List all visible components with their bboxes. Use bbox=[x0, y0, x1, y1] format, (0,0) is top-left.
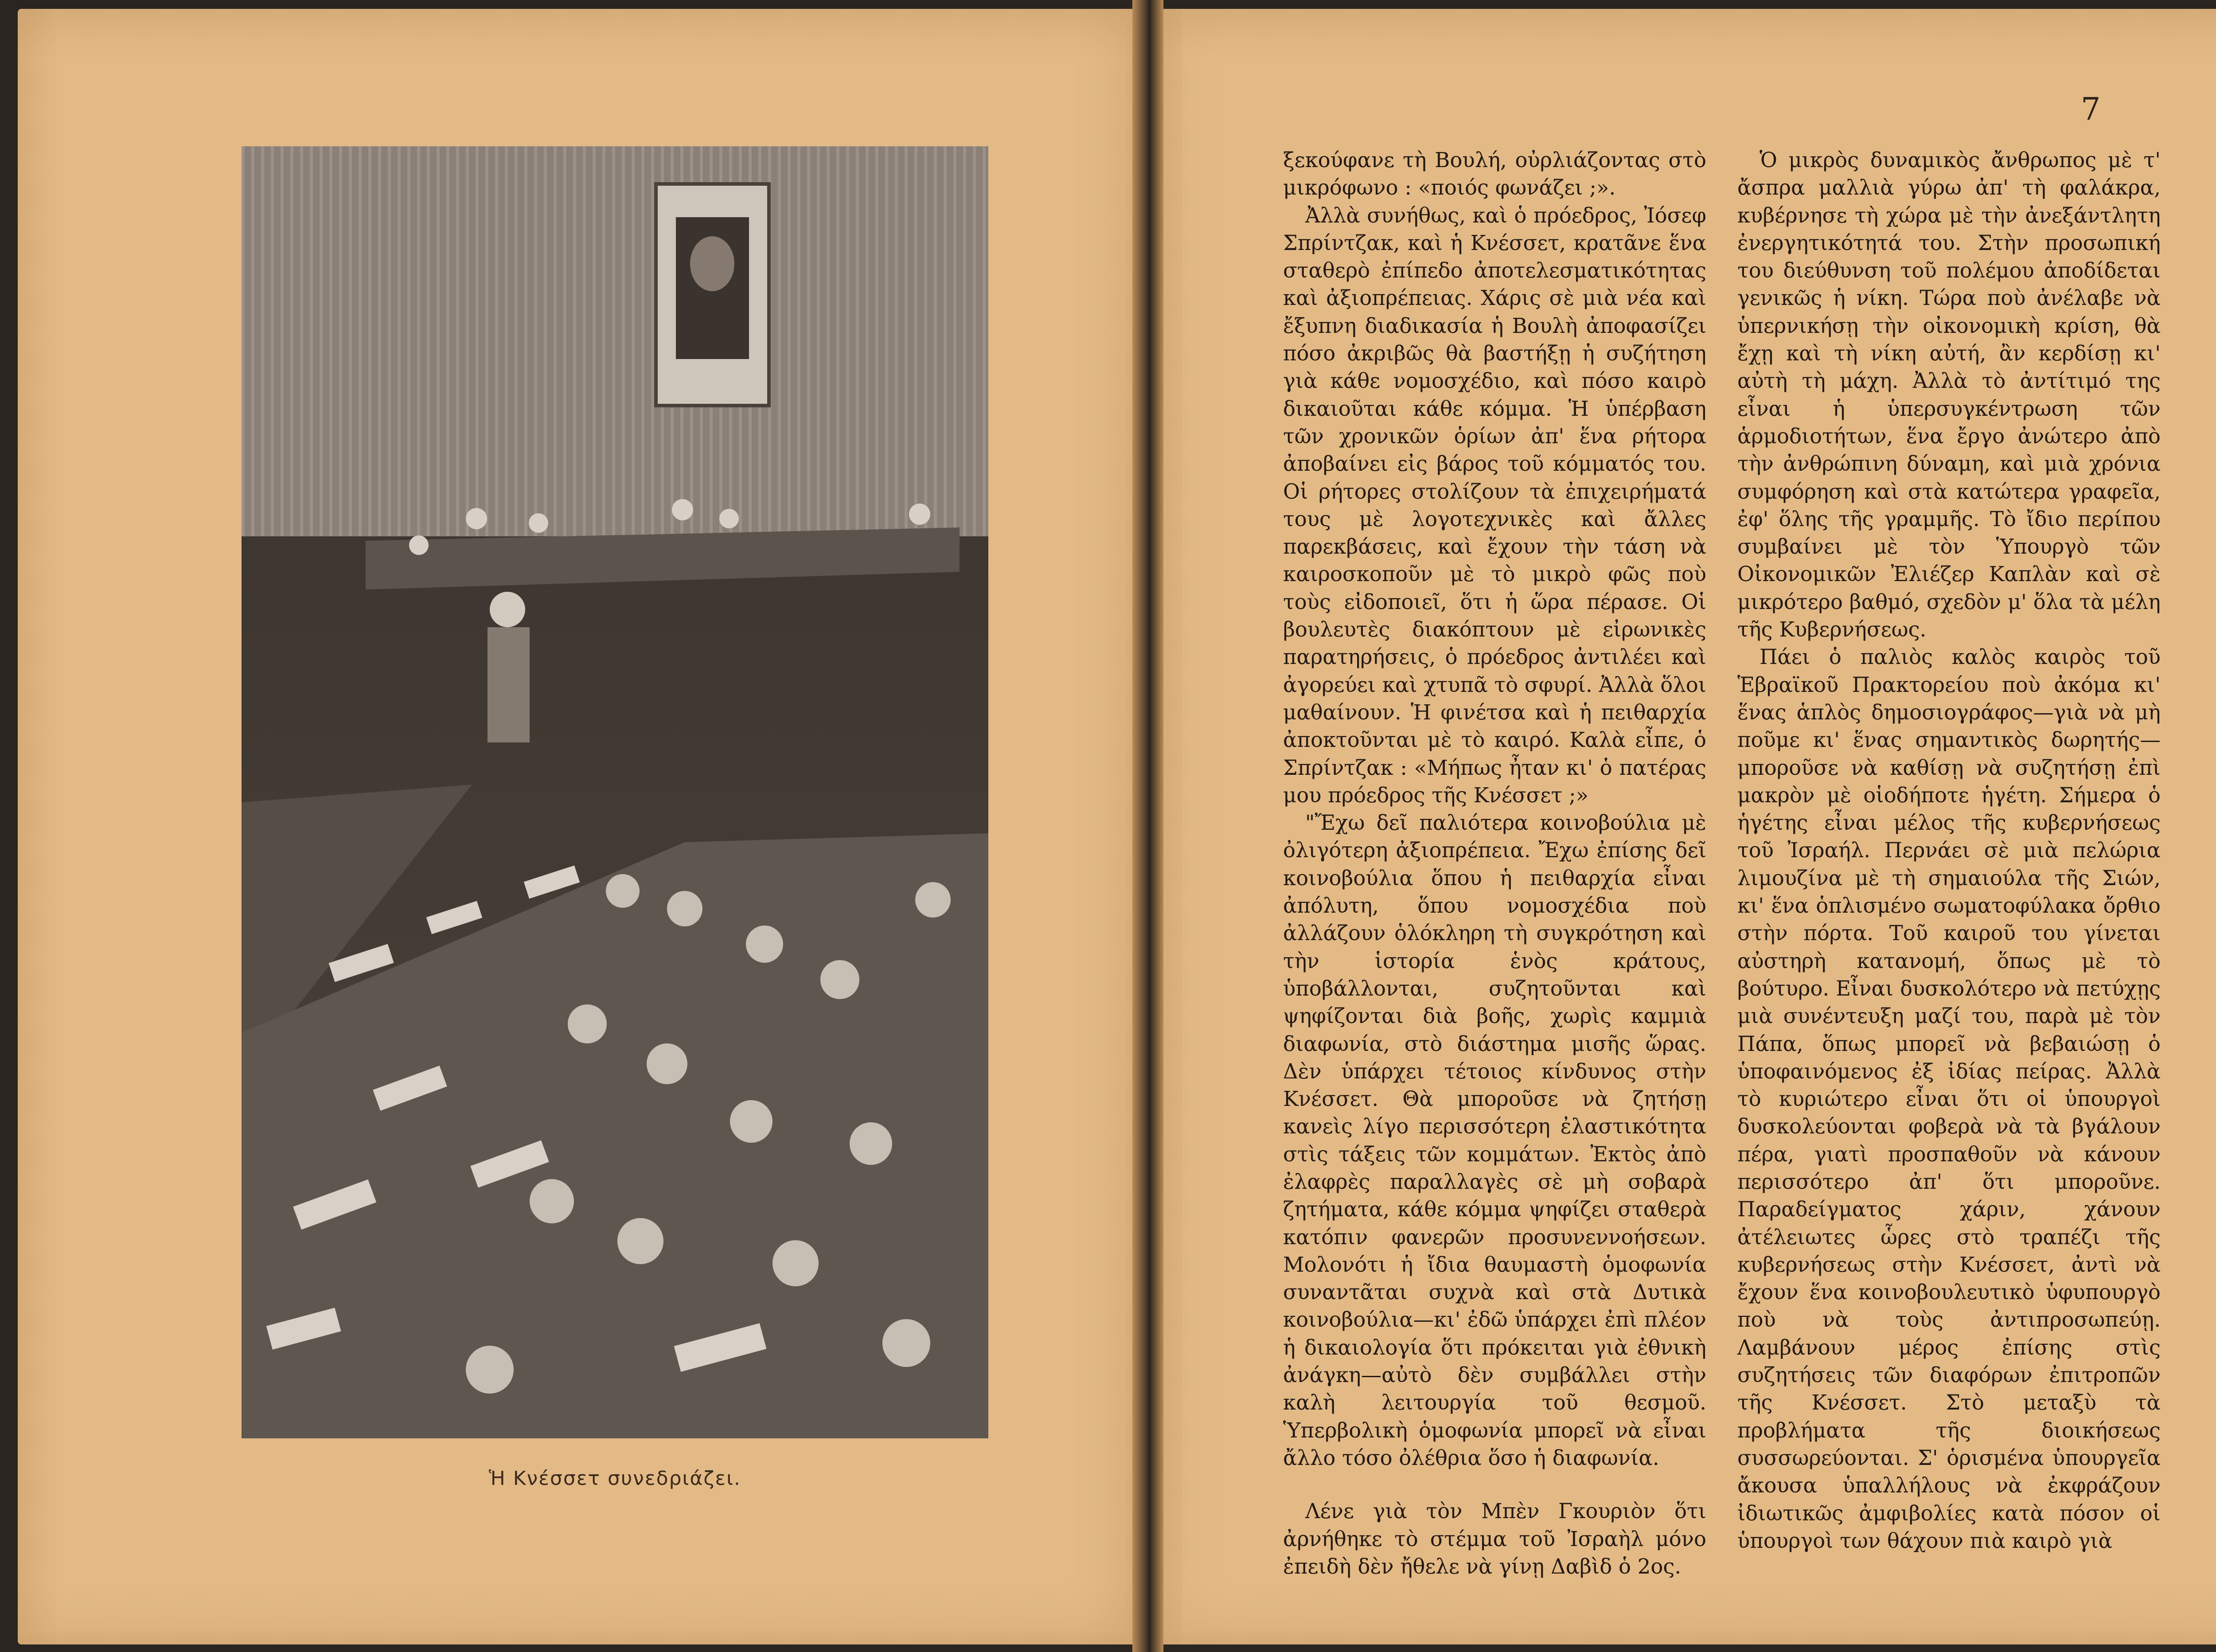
photo-illustration bbox=[242, 146, 988, 1438]
page-number: 7 bbox=[2081, 91, 2101, 127]
paragraph: Λένε γιὰ τὸν Μπὲν Γκουριὸν ὅτι ἀρνήθηκε τὸ στέμμα τοῦ Ἰσραὴλ μόνο ἐπειδὴ δὲν ἤθελε νὰ γίνῃ Δαβὶδ ὁ 2ος. bbox=[1283, 1499, 1706, 1578]
paragraph: Ὁ μικρὸς δυναμικὸς ἄνθρωπος μὲ τ' ἄσπρα μαλλιὰ γύρω ἀπ' τὴ φαλάκρα, κυβέρνησε τὴ χώρα μὲ τὴν ἀνεξάντλητη ἐνεργητικότητά του. Στὴν προσωπική του διεύθυνση τοῦ πολέμου ἀποδίδεται γενικῶς ἡ νίκη. Τώρα ποὺ ἀνέλαβε νὰ ὑπερνικήσῃ τὴν οἰκονομικὴ κρίση, θὰ ἔχῃ καὶ τὴ νίκη αὐτή, ἂν κερδίσῃ κι' αὐτὴ τὴ μάχη. Ἀλλὰ τὸ ἀντίτιμό της εἶναι ἡ ὑπερσυγκέντρωση τῶν ἁρμοδιοτήτων, ἕνα ἔργο ἀνώτερο ἀπὸ τὴν ἀνθρώπινη δύναμη, καὶ μιὰ χρόνια συμφόρηση καὶ στὰ κατώτερα γραφεῖα, ἐφ' ὅλης τῆς γραμμῆς. Τὸ ἴδιο περίπου συμβαίνει μὲ τὸν Ὑπουργὸ τῶν Οἰκονομικῶν Ἐλιέζερ Καπλὰν καὶ σὲ μικρότερο βαθμό, σχεδὸν μ' ὅλα τὰ μέλη τῆς Κυβερνήσεως. bbox=[1737, 148, 2161, 642]
photo-caption: Ἡ Κνέσσετ συνεδριάζει. bbox=[488, 1467, 741, 1490]
text-column-1 bbox=[1283, 146, 1706, 1580]
portrait-face bbox=[690, 236, 734, 291]
paragraph: "Ἔχω δεῖ παλιότερα κοινοβούλια μὲ ὀλιγότερη ἀξιοπρέπεια. Ἔχω ἐπίσης δεῖ κοινοβούλια ὅπου ἡ πειθαρχία εἶναι ἀπόλυτη, ὅπου νομοσχέδια ποὺ ἀλλάζουν ὁλόκληρη τὴ συγκρότηση καὶ τὴν ἱστορία ἑνὸς κράτους, ὑποβάλλονται, συζητοῦνται καὶ ψηφίζονται διὰ βοῆς, χωρὶς καμμιὰ διαφωνία, στὸ διάστημα μισῆς ὥρας. Δὲν ὑπάρχει τέτοιος κίνδυνος στὴν Κνέσσετ. Θὰ μποροῦσε νὰ ζητήσῃ κανεὶς λίγο περισσότερη ἐλαστικότητα στὶς τάξεις τῶν κομμάτων. Ἐκτὸς ἀπὸ ἐλαφρὲς παραλλαγὲς σὲ μὴ σοβαρὰ ζητήματα, κάθε κόμμα ψηφίζει σταθερὰ κατόπιν φανερῶν προσυνεννοήσεων. Μολονότι ἡ ἴδια θαυμαστὴ ὁμοφωνία συναντᾶται συχνὰ καὶ στὰ Δυτικὰ κοινοβούλια—κι' ἐδῶ ὑπάρχει ἐπὶ πλέον ἡ δικαιολογία ὅτι πρόκειται γιὰ ἐθνικὴ ἀνάγκη—αὐτὸ δὲν συμβάλλει στὴν καλὴ λειτουργία τοῦ θεσμοῦ. Ὑπερβολικὴ ὁμοφωνία μπορεῖ νὰ εἶναι ἄλλο τόσο ὀλέθρια ὅσο ἡ διαφωνία. bbox=[1283, 811, 1706, 1470]
speaker-figure bbox=[490, 592, 525, 627]
paragraph: Πάει ὁ παλιὸς καλὸς καιρὸς τοῦ Ἑβραϊκοῦ Πρακτορείου ποὺ ἀκόμα κι' ἕνας ἁπλὸς δημοσιογράφος—γιὰ νὰ μὴ ποῦμε κι' ἕνας σημαντικὸς δωρητής—μποροῦσε νὰ καθίσῃ νὰ συζητήσῃ ἐπὶ μακρὸν μὲ οἱοδήποτε ἡγέτη. Σήμερα ὁ ἡγέτης εἶναι μέλος τῆς κυβερνήσεως τοῦ Ἰσραήλ. Περνάει σὲ μιὰ πελώρια λιμουζίνα μὲ τὴ σημαιούλα τῆς Σιών, κι' ἕνα ὁπλισμένο σωματοφύλακα ὄρθιο στὴν πόρτα. Τοῦ καιροῦ του γίνεται αὐστηρὴ κατανομή, ὅπως μὲ τὸ βούτυρο. Εἶναι δυσκολότερο νὰ πετύχῃς μιὰ συνέντευξη μαζί του, παρὰ μὲ τὸν Πάπα, ὅπως μπορεῖ νὰ βεβαιώσῃ ὁ ὑποφαινόμενος ἐξ ἰδίας πείρας. Ἀλλὰ τὸ κυριώτερο εἶναι ὅτι οἱ ὑπουργοὶ δυσκολεύονται φοβερὰ νὰ τὰ βγάλουν πέρα, γιατὶ προσπαθοῦν νὰ κάνουν περισσότερο ἀπ' ὅτι μποροῦνε. Παραδείγματος χάριν, χάνουν ἀτέλειωτες ὧρες στὸ τραπέζι τῆς κυβερνήσεως στὴν Κνέσσετ, ἀντὶ νὰ ἔχουν ἕνα κοινοβουλευτικὸ ὑφυπουργὸ ποὺ νὰ τοὺς ἀντιπροσωπεύῃ. Λαμβάνουν μέρος ἐπίσης στὶς συζητήσεις τῶν διαφόρων ἐπιτροπῶν τῆς Κνέσσετ. Στὸ μεταξὺ τὰ προβλήματα τῆς διοικήσεως συσσωρεύονται. Σ' ὁρισμένα ὑπουργεῖα ἄκουσα ὑπαλλήλους νὰ ἐκφράζουν ἰδιωτικῶς ἀμφιβολίες κατὰ πόσον οἱ ὑπουργοὶ των θάχουν πιὰ καιρὸ γιὰ bbox=[1737, 645, 2161, 1553]
book-gutter bbox=[1132, 0, 1163, 1652]
paragraph: Ἀλλὰ συνήθως, καὶ ὁ πρόεδρος, Ἰόσεφ Σπρίντζακ, καὶ ἡ Κνέσσετ, κρατᾶνε ἕνα σταθερὸ ἐπίπεδο ἀποτελεσματικότητας καὶ ἀξιοπρέπειας. Χάρις σὲ μιὰ νέα καὶ ἔξυπνη διαδικασία ἡ Βουλὴ ἀποφασίζει πόσο ἀκριβῶς θὰ βαστήξῃ ἡ συζήτηση γιὰ κάθε νομοσχέδιο, καὶ πόσο καιρὸ δικαιοῦται κάθε κόμμα. Ἡ ὑπέρβαση τῶν χρονικῶν ὁρίων ἀπ' ἕνα ρήτορα ἀποβαίνει εἰς βάρος τοῦ κόμματός του. Οἱ ρήτορες στολίζουν τὰ ἐπιχειρήματά τους μὲ λογοτεχνικὲς καὶ ἄλλες παρεκβάσεις, καὶ ἔχουν τὴν τάση νὰ καιροσκοποῦν μὲ τὸ μικρὸ φῶς ποὺ τοὺς εἰδοποιεῖ, ὅτι ἡ ὥρα πέρασε. Οἱ βουλευτὲς διακόπτουν μὲ εἰρωνικὲς παρατηρήσεις, ὁ πρόεδρος ἀντιλέει καὶ ἀγορεύει καὶ χτυπᾶ τὸ σφυρί. Ἀλλὰ ὅλοι μαθαίνουν. Ἡ φινέτσα καὶ ἡ πειθαρχία ἀποκτοῦνται μὲ τὸ καιρό. Καλὰ εἶπε, ὁ Σπρίντζακ : «Μήπως ἦταν κι' ὁ πατέρας μου πρόεδρος τῆς Κνέσσετ ;» bbox=[1283, 203, 1706, 807]
knesset-session-photo bbox=[242, 146, 988, 1438]
back-wall bbox=[242, 146, 988, 536]
text-column-2 bbox=[1737, 146, 2161, 1554]
paragraph: ξεκούφανε τὴ Βουλή, οὐρλιάζοντας στὸ μικρόφωνο : «ποιός φωνάζει ;». bbox=[1283, 148, 1706, 200]
speaker-podium bbox=[488, 627, 530, 742]
